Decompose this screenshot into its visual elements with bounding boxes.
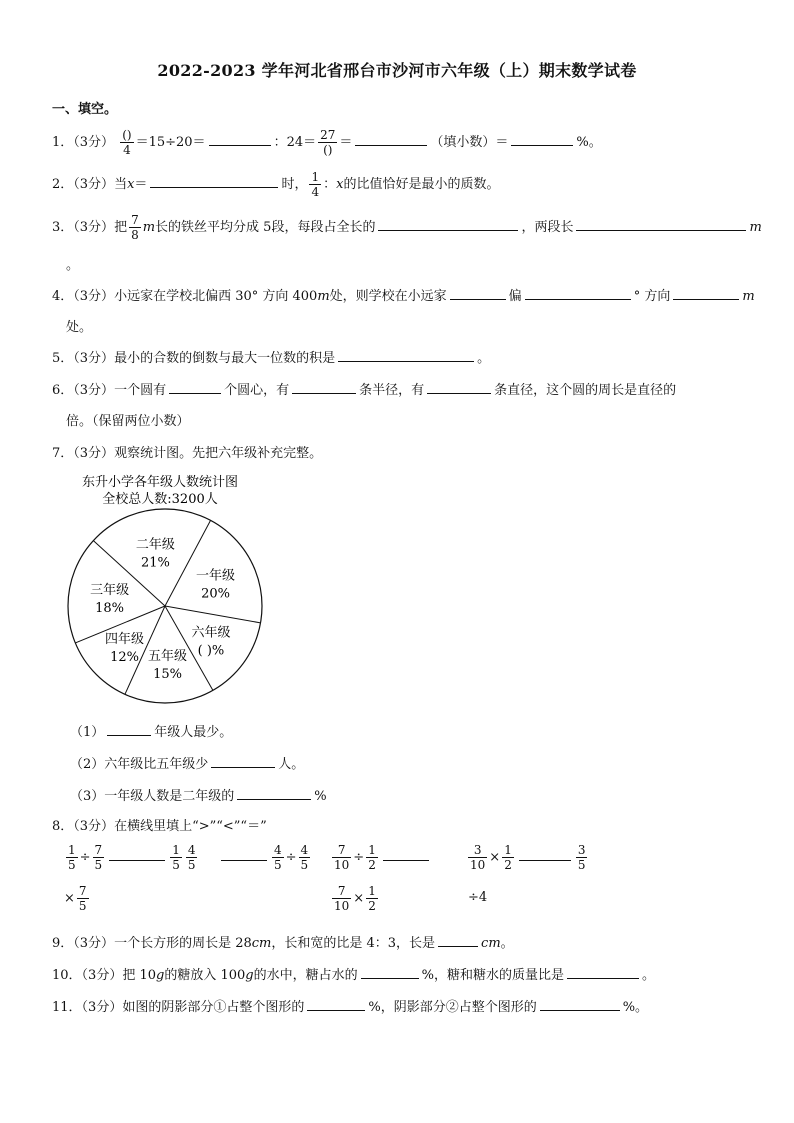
question-7-sub-1: （1） 年级人最少。 bbox=[70, 725, 233, 740]
pie-chart bbox=[60, 470, 300, 710]
pie-slice-label: 三年级 bbox=[90, 583, 130, 599]
question-7: 7．（3分）观察统计图。先把六年级补充完整。 bbox=[52, 446, 323, 461]
answer-blank[interactable] bbox=[378, 218, 518, 231]
question-6-continued: 倍。（保留两位小数） bbox=[66, 414, 190, 429]
section-heading: 一、填空。 bbox=[52, 102, 118, 117]
pie-slice-value: ( )% bbox=[197, 643, 225, 659]
answer-blank[interactable] bbox=[292, 381, 356, 394]
pie-slice-value: 15% bbox=[153, 667, 183, 683]
pie-slice-label: 二年级 bbox=[135, 537, 175, 553]
answer-blank[interactable] bbox=[338, 349, 474, 362]
answer-blank[interactable] bbox=[567, 966, 639, 979]
compare-blank[interactable] bbox=[519, 848, 571, 861]
compare-blank[interactable] bbox=[221, 848, 267, 861]
answer-blank[interactable] bbox=[576, 218, 746, 231]
question-9: 9．（3分）一个长方形的周长是 28cm，长和宽的比是 4：3，长是 cm。 bbox=[52, 936, 514, 951]
pie-slice-value: 12% bbox=[110, 650, 139, 666]
compare-blank[interactable] bbox=[383, 848, 429, 861]
pie-slice-value: 20% bbox=[201, 586, 231, 602]
answer-blank[interactable] bbox=[427, 381, 491, 394]
fraction: $\frac{()}{4}$ bbox=[122, 128, 132, 157]
answer-blank[interactable] bbox=[237, 787, 311, 800]
question-4: 4．（3分）小远家在学校北偏西 30° 方向 400m处，则学校在小远家 偏 ° 方向 m bbox=[52, 289, 755, 304]
question-10: 10．（3分）把 10g的糖放入 100g的水中，糖占水的 %，糖和糖水的质量比是 。 bbox=[52, 968, 656, 983]
pie-slice-label: 五年级 bbox=[148, 649, 188, 665]
question-7-sub-2: （2）六年级比五年级少 人。 bbox=[70, 757, 305, 772]
chart-subtitle: 全校总人数:3200人 bbox=[102, 492, 218, 507]
compare-expr-1: $\frac{1}{5}$ ÷ $\frac{7}{5}$ $\frac{1}{5}$ $\frac{4}{5}$ bbox=[68, 843, 196, 872]
question-3: 3．（3分）把 $\frac{7}{8}$ m长的铁丝平均分成 5段，每段占全长的 ，两段长 m bbox=[52, 213, 762, 242]
compare-expr-1-tail: × $\frac{7}{5}$ bbox=[64, 884, 87, 913]
question-4-continued: 处。 bbox=[66, 320, 93, 335]
question-1: 1．（3分） $\frac{()}{4}$ ＝15÷20＝ ：24＝ $\frac{27}{()}$ ＝ （填小数）＝ %。 bbox=[52, 128, 602, 157]
answer-blank[interactable] bbox=[525, 287, 631, 300]
answer-blank[interactable] bbox=[307, 998, 365, 1011]
question-8: 8．（3分）在横线里填上“>”“<”“＝” bbox=[52, 819, 267, 834]
fraction: $\frac{1}{4}$ bbox=[311, 170, 320, 199]
answer-blank[interactable] bbox=[540, 998, 620, 1011]
compare-expr-2: $\frac{4}{5}$ ÷ $\frac{4}{5}$ bbox=[218, 843, 312, 872]
fraction: $\frac{7}{8}$ bbox=[131, 213, 139, 242]
fraction: $\frac{27}{()}$ bbox=[320, 128, 336, 157]
answer-blank[interactable] bbox=[450, 287, 506, 300]
answer-blank[interactable] bbox=[211, 755, 275, 768]
page-title: 2022-2023 学年河北省邢台市沙河市六年级（上）期末数学试卷 bbox=[157, 61, 637, 80]
answer-blank[interactable] bbox=[107, 723, 151, 736]
pie-slice-value: 18% bbox=[95, 601, 125, 617]
question-5: 5．（3分）最小的合数的倒数与最大一位数的积是 。 bbox=[52, 351, 491, 366]
compare-expr-2b: $\frac{7}{10}$ ÷ $\frac{1}{2}$ bbox=[330, 843, 432, 872]
answer-blank[interactable] bbox=[438, 934, 478, 947]
question-3-continued: 。 bbox=[66, 258, 80, 273]
question-11: 11．（3分）如图的阴影部分①占整个图形的 %，阴影部分②占整个图形的 %。 bbox=[52, 1000, 649, 1015]
pie-slice-label: 六年级 bbox=[191, 625, 231, 641]
compare-expr-2-tail: $\frac{7}{10}$ × $\frac{1}{2}$ bbox=[334, 884, 376, 913]
answer-blank[interactable] bbox=[150, 175, 278, 188]
answer-blank[interactable] bbox=[673, 287, 739, 300]
answer-blank[interactable] bbox=[209, 133, 271, 146]
compare-expr-3: $\frac{3}{10}$ × $\frac{1}{2}$ $\frac{3}{5}$ bbox=[470, 843, 586, 872]
question-2: 2．（3分）当x＝ 时， $\frac{1}{4}$ ：x的比值恰好是最小的质数。 bbox=[52, 170, 500, 199]
question-6: 6．（3分）一个圆有 个圆心，有 条半径，有 条直径，这个圆的周长是直径的 bbox=[52, 383, 677, 398]
compare-blank[interactable] bbox=[109, 848, 165, 861]
chart-title: 东升小学各年级人数统计图 bbox=[81, 475, 239, 490]
answer-blank[interactable] bbox=[355, 133, 427, 146]
pie-slice-label: 四年级 bbox=[105, 632, 145, 648]
question-7-sub-3: （3）一年级人数是二年级的 % bbox=[70, 789, 327, 804]
answer-blank[interactable] bbox=[511, 133, 573, 146]
compare-expr-3-tail: ÷4 bbox=[468, 890, 488, 905]
answer-blank[interactable] bbox=[361, 966, 419, 979]
pie-slice-label: 一年级 bbox=[196, 568, 236, 584]
answer-blank[interactable] bbox=[169, 381, 221, 394]
pie-slice-value: 21% bbox=[140, 555, 170, 571]
